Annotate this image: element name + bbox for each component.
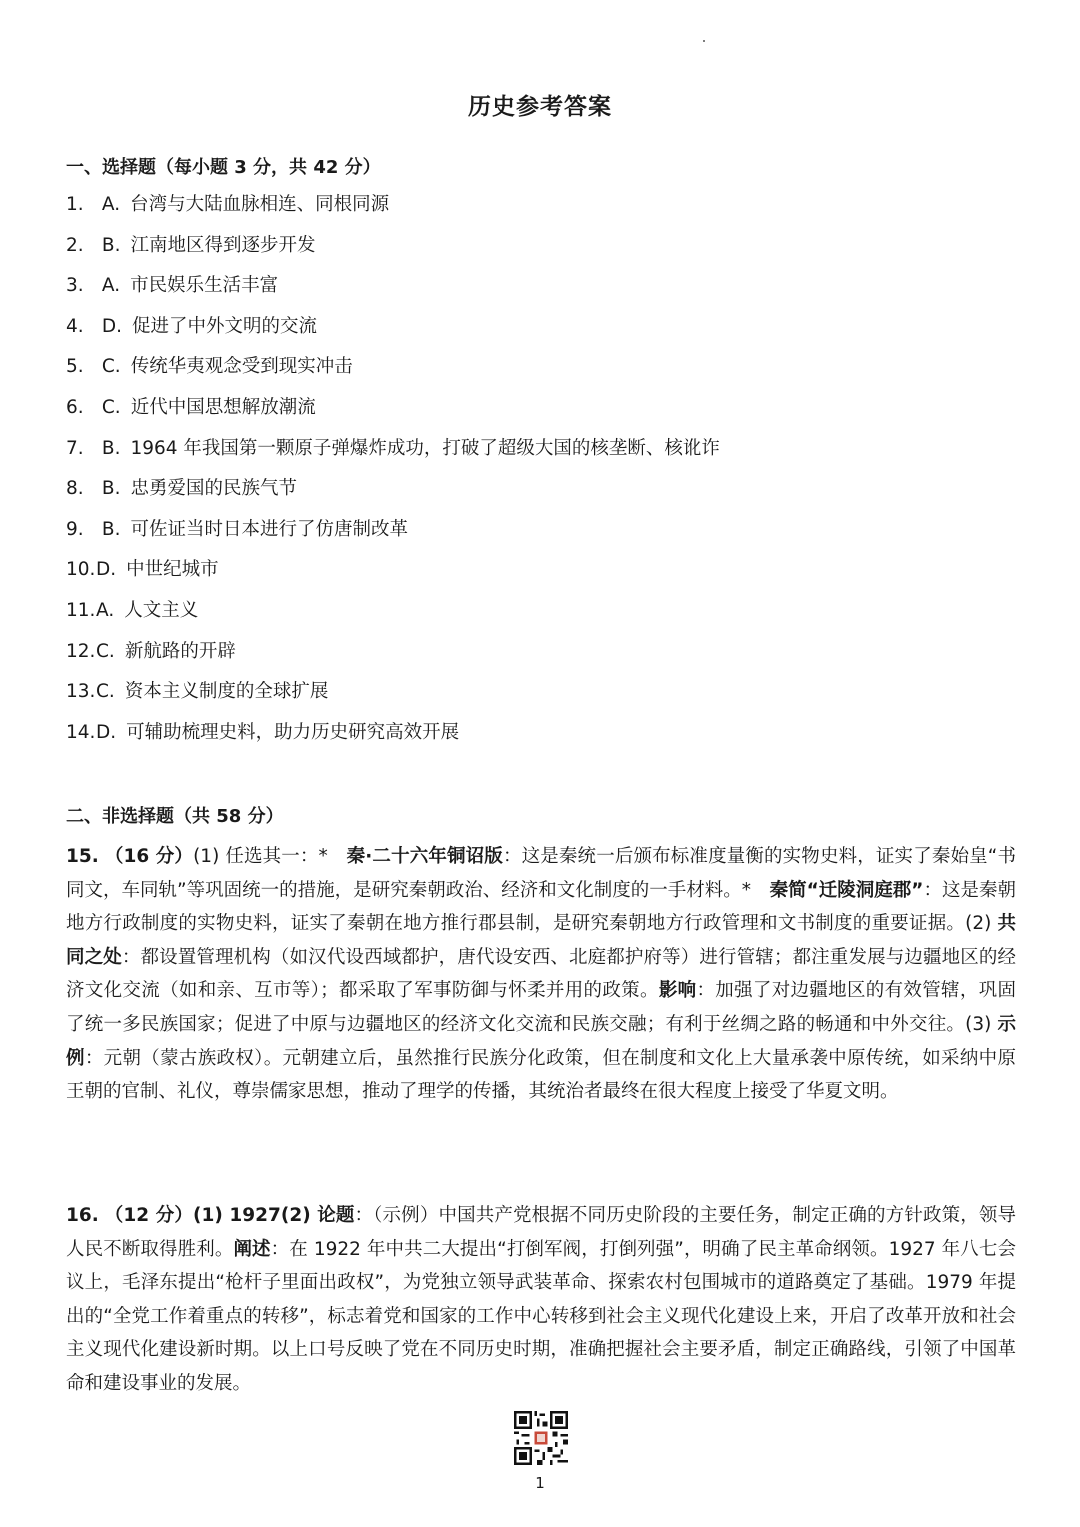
page-number: 1 <box>535 1474 545 1492</box>
question-number: 13. <box>66 681 96 703</box>
question-number: 11. <box>66 599 96 621</box>
question-number: 3. <box>66 275 84 297</box>
answer-option: B. <box>101 518 121 540</box>
question-number: 4. <box>66 315 84 337</box>
section1-heading: 一、选择题（每小题 3 分，共 42 分） <box>66 157 381 178</box>
answer-item <box>66 677 1026 718</box>
answer-option: B. <box>101 478 121 500</box>
q16-part1: (1) 1927(2) <box>193 1205 318 1226</box>
q15-option1-text: ：这是秦统一后颁布标准度量衡的实物史料，证实了秦始皇“书同文，车同轨”等巩固统一的措施，是研究秦朝政治、经济和文化制度的一手材料。* <box>66 846 1017 901</box>
q15-option2-title: 秦简“迁陵洞庭郡” <box>769 879 924 901</box>
answer-item <box>66 434 1026 475</box>
answer-text: 江南地区得到逐步开发 <box>130 234 316 256</box>
q16-argument-text: ：在 1922 年中共二大提出“打倒军阀，打倒列强”，明确了民主革命纲领。1927 年八七会议上，毛泽东提出“枪杆子里面出政权”，为党独立领导武装革命、探索农村包围城市的道路奠定了基础。1979 年提出的“全党工作着重点的转移”，标志着党和国家的工作中心转移到社会主义现代化建设上来，开启了改革开放和社会主义现代化建设新时期。以上口号反映了党在不同历史时期，准确把握社会主要矛盾，制定正确路线，引领了中国革命和建设事业的发展。 <box>66 1238 1016 1394</box>
q15-common-label: 共同之处 <box>66 913 1016 968</box>
answer-option: A. <box>96 599 115 621</box>
question-number: 7. <box>66 437 84 459</box>
question-16-score: （12 分） <box>104 1205 194 1226</box>
answer-text: 中世纪城市 <box>126 559 219 581</box>
q15-option1-title: 秦·二十六年铜诏版 <box>346 846 503 867</box>
question-number: 2. <box>66 234 84 256</box>
question-number: 8. <box>66 478 84 500</box>
answer-text: 可辅助梳理史料，助力历史研究高效开展 <box>126 721 460 743</box>
q15-option2-text: ：这是秦朝地方行政制度的实物史料，证实了秦朝在地方推行郡县制，是研究秦朝地方行政管理和文书制度的重要证据。(2) <box>66 879 1016 935</box>
question-16-answer <box>66 1199 1016 1401</box>
qr-code-icon <box>514 1411 568 1465</box>
answer-item <box>66 637 1026 678</box>
answer-item <box>66 352 1026 393</box>
answer-item <box>66 596 1026 637</box>
answer-text: 市民娱乐生活丰富 <box>130 275 279 297</box>
answer-option: C. <box>96 640 115 662</box>
answer-item <box>66 515 1026 556</box>
answer-option: D. <box>101 315 123 337</box>
question-15-label: 15. <box>66 846 99 867</box>
answer-item <box>66 474 1026 515</box>
answer-text: 可佐证当时日本进行了仿唐制改革 <box>130 518 408 540</box>
q16-topic-text: ：（示例）中国共产党根据不同历史阶段的主要任务，制定正确的方针政策，领导人民不断取得胜利。 <box>66 1205 1016 1260</box>
answer-text: 台湾与大陆血脉相连、同根同源 <box>130 194 390 215</box>
answer-option: C. <box>101 396 121 418</box>
speck-mark <box>703 40 705 42</box>
question-number: 12. <box>66 640 96 662</box>
q15-example-label: 示例 <box>66 1013 1016 1069</box>
answer-text: 1964 年我国第一颗原子弹爆炸成功，打破了超级大国的核垄断、核讹诈 <box>130 437 720 459</box>
question-number: 5. <box>66 356 84 378</box>
question-number: 14. <box>66 721 96 743</box>
multiple-choice-answer-list <box>66 190 1026 758</box>
section2-heading: 二、非选择题（共 58 分） <box>66 806 284 827</box>
question-16-label: 16. <box>66 1205 99 1226</box>
q15-impact-text: ：加强了对边疆地区的有效管辖，巩固了统一多民族国家；促进了中原与边疆地区的经济文化交流和民族交融；有利于丝绸之路的畅通和中外交往。(3) <box>66 980 1016 1035</box>
q16-argument-label: 阐述 <box>233 1238 271 1260</box>
answer-option: D. <box>96 721 117 743</box>
question-number: 10. <box>66 559 96 581</box>
answer-item <box>66 312 1026 353</box>
question-number: 1. <box>66 194 84 215</box>
answer-option: C. <box>101 356 121 378</box>
q15-part1-intro: (1) 任选其一：* <box>193 846 347 867</box>
question-number: 9. <box>66 518 84 540</box>
answer-item <box>66 271 1026 312</box>
answer-option: A. <box>101 275 121 297</box>
answer-option: C. <box>96 681 115 703</box>
answer-item <box>66 393 1026 434</box>
answer-text: 资本主义制度的全球扩展 <box>124 681 329 703</box>
answer-text: 近代中国思想解放潮流 <box>130 396 316 418</box>
page-title: 历史参考答案 <box>468 94 612 120</box>
answer-option: A. <box>101 194 121 215</box>
q15-impact-label: 影响 <box>658 980 697 1002</box>
answer-text: 促进了中外文明的交流 <box>132 315 318 337</box>
question-15-score: （16 分） <box>104 846 194 867</box>
answer-item <box>66 190 1026 231</box>
answer-option: D. <box>96 559 117 581</box>
answer-option: B. <box>101 437 121 459</box>
answer-item <box>66 718 1026 759</box>
answer-option: B. <box>101 234 121 256</box>
question-number: 6. <box>66 396 84 418</box>
answer-text: 忠勇爱国的民族气节 <box>130 478 297 500</box>
answer-item <box>66 555 1026 596</box>
question-15-answer <box>66 840 1016 1109</box>
answer-text: 人文主义 <box>124 599 199 621</box>
q15-example-text: ：元朝（蒙古族政权）。元朝建立后，虽然推行民族分化政策，但在制度和文化上大量承袭中原传统，如采纳中原王朝的官制、礼仪，尊崇儒家思想，推动了理学的传播，其统治者最终在很大程度上接受了华夏文明。 <box>66 1047 1016 1103</box>
q15-common-text: ：都设置管理机构（如汉代设西域都护，唐代设安西、北庭都护府等）进行管辖；都注重发展与边疆地区的经济文化交流（如和亲、互市等）；都采取了军事防御与怀柔并用的政策。 <box>66 946 1016 1002</box>
answer-text: 新航路的开辟 <box>124 640 236 662</box>
answer-item <box>66 231 1026 272</box>
q16-topic-label: 论题 <box>317 1205 355 1226</box>
answer-text: 传统华夷观念受到现实冲击 <box>130 356 353 378</box>
